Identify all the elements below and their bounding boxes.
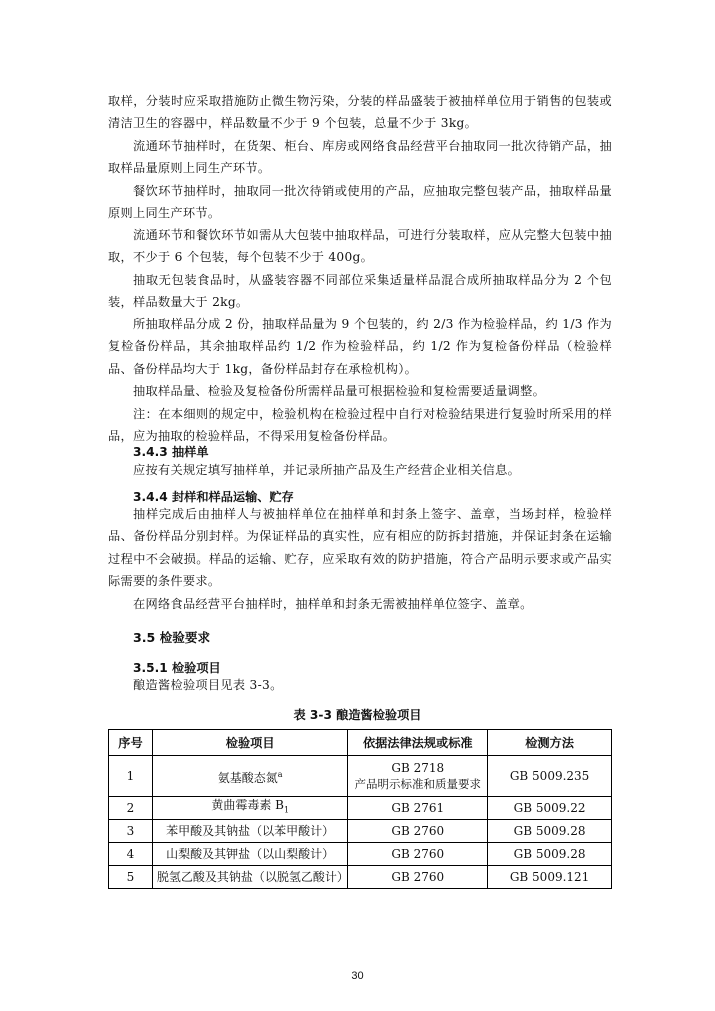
cell-standard: GB 2718 产品明示标准和质量要求 (348, 756, 488, 797)
cell-item: 苯甲酸及其钠盐（以苯甲酸计） (152, 820, 348, 843)
heading-3-4-3: 3.4.3 抽样单 (133, 445, 209, 459)
heading-3-5-1: 3.5.1 检验项目 (133, 661, 221, 675)
cell-no: 5 (109, 866, 153, 889)
cell-standard: GB 2760 (348, 866, 488, 889)
cell-method: GB 5009.121 (488, 866, 612, 889)
paragraph-online-sealing: 在网络食品经营平台抽样时，抽样单和封条无需被抽样单位签字、盖章。 (133, 597, 533, 611)
header-item: 检验项目 (152, 730, 348, 756)
cell-item: 脱氢乙酸及其钠盐（以脱氢乙酸计） (152, 866, 348, 889)
cell-item: 山梨酸及其钾盐（以山梨酸计） (152, 843, 348, 866)
paragraph-sealing: 抽样完成后由抽样人与被抽样单位在抽样单和封条上签字、盖章，当场封样，检验样品、备份样品分别封样。为保证样品的真实性，应有相应的防拆封措施，并保证封条在运输过程中不会破损。样品的运输、贮存，应采取有效的防护措施，符合产品明示要求或产品实际需要的条件要求。 (108, 507, 612, 589)
cell-standard: GB 2761 (348, 797, 488, 820)
header-no: 序号 (109, 730, 153, 756)
cell-method: GB 5009.235 (488, 756, 612, 797)
paragraph-sample-adjust: 抽取样品量、检验及复检备份所需样品量可根据检验和复检需要适量调整。 (133, 384, 546, 398)
cell-no: 2 (109, 797, 153, 820)
cell-method: GB 5009.22 (488, 797, 612, 820)
cell-method: GB 5009.28 (488, 843, 612, 866)
header-standard: 依据法律法规或标准 (348, 730, 488, 756)
cell-no: 4 (109, 843, 153, 866)
table-caption: 表 3-3 酿造酱检验项目 (293, 708, 422, 722)
inspection-items-table (108, 729, 612, 889)
cell-method: GB 5009.28 (488, 820, 612, 843)
paragraph-test-items: 酿造酱检验项目见表 3-3。 (133, 678, 283, 692)
page-number: 30 (351, 970, 364, 982)
cell-no: 3 (109, 820, 153, 843)
paragraph-unpackaged-food: 抽取无包装食品时，从盛装容器不同部位采集适量样品混合成所抽取样品分为 2 个包装，样品数量大于 2kg。 (108, 273, 612, 310)
paragraph-circulation-sampling: 流通环节抽样时，在货架、柜台、库房或网络食品经营平台抽取同一批次待销产品，抽取样品量原则上同生产环节。 (108, 139, 612, 176)
cell-item: 黄曲霉毒素 $B_1$ (152, 797, 348, 820)
paragraph-catering-sampling: 餐饮环节抽样时，抽取同一批次待销或使用的产品，应抽取完整包装产品，抽取样品量原则上同生产环节。 (108, 184, 612, 221)
paragraph-bulk-packaging: 流通环节和餐饮环节如需从大包装中抽取样品，可进行分装取样，应从完整大包装中抽取，不少于 6 个包装，每个包装不少于 400g。 (108, 228, 612, 265)
table-row (109, 843, 612, 866)
cell-standard: GB 2760 (348, 843, 488, 866)
cell-standard: GB 2760 (348, 820, 488, 843)
cell-no: 1 (109, 756, 153, 797)
header-method: 检测方法 (488, 730, 612, 756)
table-row (109, 866, 612, 889)
paragraph-sample-split: 所抽取样品分成 2 份，抽取样品量为 9 个包装的，约 2/3 作为检验样品，约 1/3 作为复检备份样品，其余抽取样品约 1/2 作为检验样品，约 1/2 作为复检备份样品（检验样品、备份样品均大于 1kg，备份样品封存在承检机构）。 (108, 317, 612, 376)
cell-item: 氨基酸态氮$^a$ (152, 756, 348, 797)
paragraph-sampling-packaging: 取样，分装时应采取措施防止微生物污染，分装的样品盛装于被抽样单位用于销售的包装或清洁卫生的容器中，样品数量不少于 9 个包装，总量不少于 3kg。 (108, 94, 612, 131)
table-row (109, 797, 612, 820)
heading-3-5: 3.5 检验要求 (133, 630, 211, 645)
footnote-mark: a (277, 769, 283, 779)
table-row (109, 756, 612, 797)
heading-3-4-4: 3.4.4 封样和样品运输、贮存 (133, 490, 294, 504)
table-row (109, 820, 612, 843)
table-header-row (109, 730, 612, 756)
paragraph-sampling-form: 应按有关规定填写抽样单，并记录所抽产品及生产经营企业相关信息。 (133, 463, 521, 477)
paragraph-note: 注：在本细则的规定中，检验机构在检验过程中自行对检验结果进行复验时所采用的样品，应为抽取的检验样品，不得采用复检备份样品。 (108, 407, 612, 444)
